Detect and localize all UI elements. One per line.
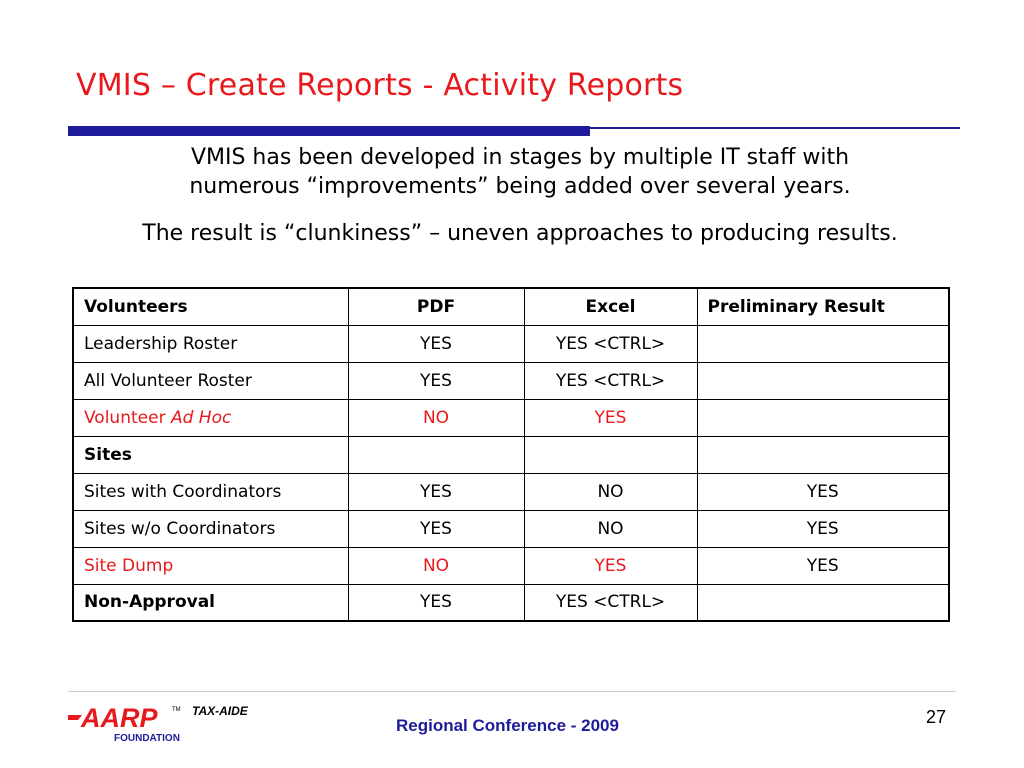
preliminary-cell: YES bbox=[697, 473, 949, 510]
pdf-cell: YES bbox=[348, 510, 524, 547]
pdf-cell: NO bbox=[348, 547, 524, 584]
logo-foundation-text: FOUNDATION bbox=[114, 733, 180, 744]
row-label-text: Volunteer bbox=[84, 407, 166, 428]
preliminary-cell bbox=[697, 584, 949, 621]
table-header-row bbox=[73, 288, 949, 325]
table-row bbox=[73, 473, 949, 510]
header-volunteers: Volunteers bbox=[73, 288, 348, 325]
row-label: Sites w/o Coordinators bbox=[73, 510, 348, 547]
table-row bbox=[73, 399, 949, 436]
conference-label: Regional Conference - 2009 bbox=[396, 716, 619, 735]
logo-aarp-text: AARP bbox=[81, 703, 158, 733]
row-label: Sites with Coordinators bbox=[73, 473, 348, 510]
logo-tm-text: TM bbox=[172, 707, 181, 713]
pdf-cell bbox=[348, 436, 524, 473]
table-row bbox=[73, 510, 949, 547]
excel-cell: YES bbox=[524, 399, 697, 436]
pdf-cell: YES bbox=[348, 362, 524, 399]
header-preliminary-result: Preliminary Result bbox=[697, 288, 949, 325]
section-label-sites: Sites bbox=[73, 436, 348, 473]
header-excel: Excel bbox=[524, 288, 697, 325]
pdf-cell: NO bbox=[348, 399, 524, 436]
row-label-adhoc: Ad Hoc bbox=[170, 407, 232, 428]
footer-rule bbox=[68, 691, 956, 692]
table-row bbox=[73, 362, 949, 399]
logo-taxaide-text: TAX-AIDE bbox=[192, 704, 248, 718]
excel-cell: NO bbox=[524, 473, 697, 510]
pdf-cell: YES bbox=[348, 584, 524, 621]
preliminary-cell bbox=[697, 399, 949, 436]
row-label: Site Dump bbox=[73, 547, 348, 584]
reports-table bbox=[72, 287, 950, 622]
logo-swoosh-icon bbox=[68, 715, 82, 720]
aarp-taxaide-logo bbox=[68, 701, 278, 745]
intro-line-1: VMIS has been developed in stages by multiple IT staff with bbox=[190, 145, 850, 170]
title-rule-thin bbox=[590, 127, 960, 129]
intro-text bbox=[68, 143, 972, 248]
pdf-cell: YES bbox=[348, 325, 524, 362]
excel-cell: YES <CTRL> bbox=[524, 584, 697, 621]
row-label: Leadership Roster bbox=[73, 325, 348, 362]
excel-cell: NO bbox=[524, 510, 697, 547]
row-label bbox=[73, 399, 348, 436]
table-row bbox=[73, 584, 949, 621]
title-rule-thick bbox=[68, 126, 590, 136]
header-pdf: PDF bbox=[348, 288, 524, 325]
table-row bbox=[73, 547, 949, 584]
preliminary-cell bbox=[697, 362, 949, 399]
slide-title: VMIS – Create Reports - Activity Reports bbox=[76, 68, 684, 103]
preliminary-cell bbox=[697, 436, 949, 473]
excel-cell: YES <CTRL> bbox=[524, 362, 697, 399]
table-row bbox=[73, 325, 949, 362]
intro-line-2: numerous “improvements” being added over several years. bbox=[189, 174, 851, 199]
excel-cell: YES bbox=[524, 547, 697, 584]
preliminary-cell: YES bbox=[697, 510, 949, 547]
preliminary-cell: YES bbox=[697, 547, 949, 584]
pdf-cell: YES bbox=[348, 473, 524, 510]
excel-cell bbox=[524, 436, 697, 473]
page-number: 27 bbox=[926, 707, 947, 727]
row-label: All Volunteer Roster bbox=[73, 362, 348, 399]
intro-line-3: The result is “clunkiness” – uneven approaches to producing results. bbox=[142, 221, 898, 246]
preliminary-cell bbox=[697, 325, 949, 362]
section-label-non-approval: Non-Approval bbox=[73, 584, 348, 621]
excel-cell: YES <CTRL> bbox=[524, 325, 697, 362]
table-row bbox=[73, 436, 949, 473]
